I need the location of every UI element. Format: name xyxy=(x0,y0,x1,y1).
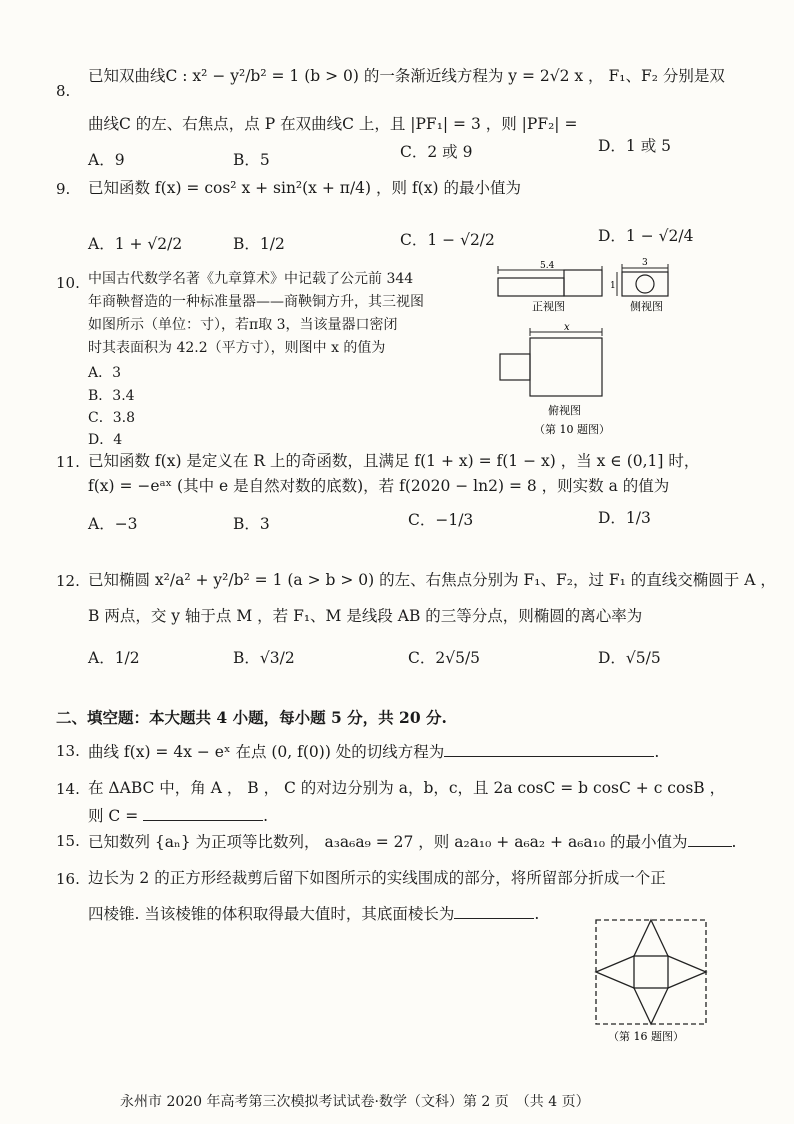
q14-text: 则 C = xyxy=(88,807,139,825)
q15-answer-blank[interactable] xyxy=(688,832,732,847)
q15-end: . xyxy=(731,833,737,851)
q16-number: 16. xyxy=(56,870,80,888)
section2-header: 二、填空题：本大题共 4 小题，每小题 5 分，共 20 分. xyxy=(56,708,447,727)
q16-caption: （第 16 题图） xyxy=(608,1030,684,1043)
q13-answer-blank[interactable] xyxy=(444,742,654,757)
q13-line xyxy=(88,740,659,762)
q11-number: 11. xyxy=(56,453,80,471)
q16-dashed-square xyxy=(596,920,706,1024)
q8-option-b: B．5 xyxy=(233,151,270,169)
q10-three-views-figure xyxy=(490,258,720,448)
q10-number: 10. xyxy=(56,274,80,292)
q13-end: . xyxy=(654,743,660,761)
q11-line1: 已知函数 f(x) 是定义在 R 上的奇函数，且满足 f(1 + x) = f(1 − x) ，当 x ∈ (0,1] 时， xyxy=(88,452,700,470)
q10-line2: 年商鞅督造的一种标准量器——商鞅铜方升，其三视图 xyxy=(88,294,424,310)
q14-end: . xyxy=(263,807,269,825)
q10-dim-3: 3 xyxy=(642,258,648,268)
q10-dim-1: 1 xyxy=(610,281,616,291)
q10-option-b: B．3.4 xyxy=(88,388,135,404)
q9-number: 9. xyxy=(56,180,71,198)
q10-top-view xyxy=(500,328,602,396)
q11-option-d: D．1/3 xyxy=(598,509,651,527)
q9-option-b: B．1/2 xyxy=(233,235,285,253)
q12-option-a: A．1/2 xyxy=(88,649,140,667)
q12-option-d: D．√5/5 xyxy=(598,649,661,667)
q10-line1: 中国古代数学名著《九章算术》中记载了公元前 344 xyxy=(88,271,414,287)
q8-line2: 曲线C 的左、右焦点，点 P 在双曲线C 上，且 |PF₁| = 3 ，则 |PF₂| = xyxy=(88,115,578,133)
q16-square-net-figure xyxy=(592,916,722,1046)
q14-number: 14. xyxy=(56,780,80,798)
q16-line2 xyxy=(88,902,539,924)
q11-option-b: B．3 xyxy=(233,515,270,533)
q14-line2 xyxy=(88,804,268,826)
q13-number: 13. xyxy=(56,742,80,760)
q8-option-a: A．9 xyxy=(88,151,125,169)
q16-end: . xyxy=(534,905,540,923)
q10-front-label: 正视图 xyxy=(532,300,565,313)
q9-line1: 已知函数 f(x) = cos² x + sin²(x + π/4) ，则 f(x) 的最小值为 xyxy=(88,179,521,197)
q13-text: 曲线 f(x) = 4x − eˣ 在点 (0, f(0)) 处的切线方程为 xyxy=(88,743,445,761)
q12-option-c: C．2√5/5 xyxy=(408,649,481,667)
q8-option-c: C．2 或 9 xyxy=(400,143,473,161)
q11-option-c: C．−1/3 xyxy=(408,511,474,529)
q16-line1: 边长为 2 的正方形经裁剪后留下如图所示的实线围成的部分，将所留部分折成一个正 xyxy=(88,869,666,887)
q15-text: 已知数列 {aₙ} 为正项等比数列， a₃a₆a₉ = 27 ，则 a₂a₁₀ + a₆a₂ + a₆a₁₀ 的最小值为 xyxy=(88,833,688,851)
q12-line2: B 两点，交 y 轴于点 M ，若 F₁、M 是线段 AB 的三等分点，则椭圆的离心率为 xyxy=(88,607,643,625)
q14-line1: 在 ΔABC 中，角 A ， B ， C 的对边分别为 a，b，c，且 2a cosC = b cosC + c cosB ， xyxy=(88,779,726,797)
q10-dim-x: x xyxy=(564,322,570,333)
q10-option-a: A．3 xyxy=(88,365,122,381)
q15-line xyxy=(88,830,736,852)
q12-line1: 已知椭圆 x²/a² + y²/b² = 1 (a > b > 0) 的左、右焦点分别为 F₁、F₂，过 F₁ 的直线交椭圆于 A ， xyxy=(88,571,776,589)
q12-option-b: B．√3/2 xyxy=(233,649,295,667)
q11-line2: f(x) = −eᵃˣ (其中 e 是自然对数的底数)，若 f(2020 − ln2) = 8 ，则实数 a 的值为 xyxy=(88,477,670,495)
q9-option-a: A．1 + √2/2 xyxy=(88,235,183,253)
q10-line4: 时其表面积为 42.2（平方寸），则图中 x 的值为 xyxy=(88,340,386,356)
q11-option-a: A．−3 xyxy=(88,515,138,533)
q16-text: 四棱锥. 当该棱锥的体积取得最大值时，其底面棱长为 xyxy=(88,905,455,923)
q15-number: 15. xyxy=(56,832,80,850)
q10-side-view xyxy=(617,264,668,296)
q10-option-c: C．3.8 xyxy=(88,410,135,426)
q8-option-d: D．1 或 5 xyxy=(598,137,672,155)
q16-answer-blank[interactable] xyxy=(454,904,534,919)
q16-pyramid-net xyxy=(596,920,706,1024)
q10-side-label: 侧视图 xyxy=(630,300,663,313)
q10-line3: 如图所示（单位：寸），若π取 3，当该量器口密闭 xyxy=(88,317,398,333)
q9-option-d: D．1 − √2/4 xyxy=(598,227,694,245)
q10-option-d: D．4 xyxy=(88,432,123,448)
q10-top-label: 俯视图 xyxy=(548,404,581,417)
page-footer: 永州市 2020 年高考第三次模拟考试试卷·数学（文科）第 2 页 （共 4 页） xyxy=(120,1094,590,1110)
q8-number: 8. xyxy=(56,82,71,100)
q12-number: 12. xyxy=(56,572,80,590)
q10-caption: （第 10 题图） xyxy=(534,423,610,436)
q8-line1: 已知双曲线C : x² − y²/b² = 1 (b > 0) 的一条渐近线方程为 y = 2√2 x ， F₁、F₂ 分别是双 xyxy=(88,67,725,85)
q14-answer-blank[interactable] xyxy=(143,806,263,821)
q9-option-c: C．1 − √2/2 xyxy=(400,231,495,249)
q10-dim-54: 5.4 xyxy=(540,261,555,271)
